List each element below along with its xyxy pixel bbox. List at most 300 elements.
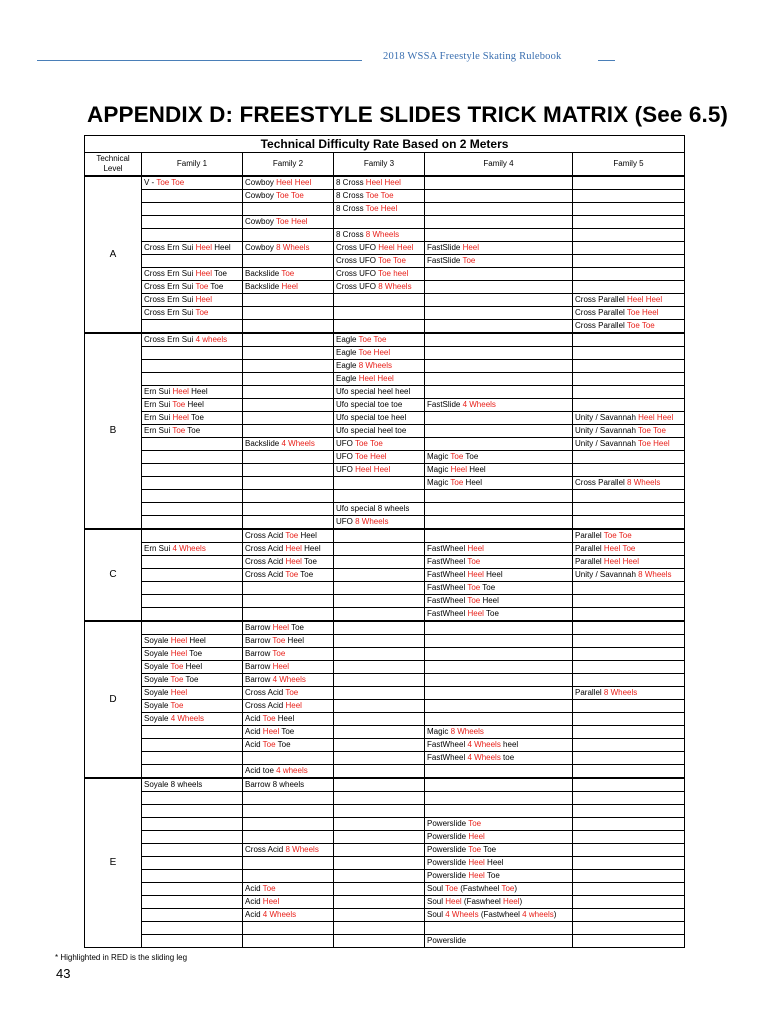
trick-cell-family-4 xyxy=(425,386,573,399)
trick-cell-family-4 xyxy=(425,883,573,896)
trick-cell-family-4 xyxy=(425,373,573,386)
trick-cell-family-5 xyxy=(573,490,685,503)
trick-text: Barrow xyxy=(245,649,273,658)
trick-cell-family-1 xyxy=(142,451,243,464)
table-row xyxy=(85,176,685,190)
trick-cell-family-5 xyxy=(573,190,685,203)
trick-cell-family-3 xyxy=(334,333,425,347)
sliding-leg-text: Heel Heel xyxy=(378,243,414,252)
trick-cell-family-2 xyxy=(243,216,334,229)
sliding-leg-text: Toe Toe xyxy=(378,256,406,265)
sliding-leg-text: Toe xyxy=(272,636,286,645)
trick-text: Unity / Savannah xyxy=(575,439,639,448)
trick-cell-family-3 xyxy=(334,935,425,948)
trick-cell-family-4 xyxy=(425,190,573,203)
sliding-leg-text: Heel Heel xyxy=(358,374,394,383)
sliding-leg-text: 8 Wheels xyxy=(355,517,389,526)
trick-cell-family-5 xyxy=(573,268,685,281)
sliding-leg-text: Heel xyxy=(172,387,189,396)
sliding-leg-text: Heel Heel xyxy=(627,295,663,304)
sliding-leg-text: Heel Heel xyxy=(276,178,312,187)
sliding-leg-text: Toe xyxy=(170,701,184,710)
page-title: APPENDIX D: FREESTYLE SLIDES TRICK MATRIX (See 6.5) xyxy=(87,102,729,127)
trick-cell-family-3 xyxy=(334,255,425,268)
sliding-leg-text: Toe xyxy=(262,714,276,723)
trick-cell-family-3 xyxy=(334,268,425,281)
trick-matrix-table xyxy=(84,135,685,948)
trick-cell-family-4 xyxy=(425,752,573,765)
trick-cell-family-5 xyxy=(573,935,685,948)
trick-text: Heel xyxy=(187,636,206,645)
trick-text: Ern Sui xyxy=(144,413,173,422)
trick-cell-family-3 xyxy=(334,490,425,503)
trick-cell-family-2 xyxy=(243,687,334,700)
trick-cell-family-1 xyxy=(142,883,243,896)
trick-cell-family-5 xyxy=(573,569,685,582)
trick-cell-family-5 xyxy=(573,726,685,739)
trick-cell-family-5 xyxy=(573,294,685,307)
trick-cell-family-5 xyxy=(573,922,685,935)
trick-text: Barrow xyxy=(245,675,273,684)
trick-cell-family-2 xyxy=(243,896,334,909)
trick-cell-family-1 xyxy=(142,857,243,870)
trick-cell-family-4 xyxy=(425,360,573,373)
sliding-leg-text: 4 Wheels xyxy=(272,675,306,684)
trick-cell-family-3 xyxy=(334,909,425,922)
trick-cell-family-2 xyxy=(243,320,334,334)
trick-cell-family-2 xyxy=(243,190,334,203)
trick-text: Ufo special toe toe xyxy=(336,400,403,409)
table-row xyxy=(85,255,685,268)
trick-cell-family-4 xyxy=(425,896,573,909)
trick-cell-family-1 xyxy=(142,490,243,503)
sliding-leg-text: Toe Heel xyxy=(365,204,398,213)
table-row xyxy=(85,870,685,883)
trick-cell-family-1 xyxy=(142,635,243,648)
sliding-leg-text: Toe xyxy=(170,675,184,684)
trick-text: Heel xyxy=(185,400,204,409)
trick-text: (Fastwheel xyxy=(478,910,523,919)
trick-text: Toe xyxy=(187,649,203,658)
trick-cell-family-4 xyxy=(425,503,573,516)
sliding-leg-text: Toe Toe xyxy=(626,321,655,330)
trick-cell-family-2 xyxy=(243,857,334,870)
trick-cell-family-4 xyxy=(425,516,573,530)
trick-cell-family-2 xyxy=(243,386,334,399)
technical-level-cell: B xyxy=(85,333,142,529)
trick-cell-family-4 xyxy=(425,608,573,622)
trick-cell-family-1 xyxy=(142,216,243,229)
trick-text: UFO xyxy=(336,452,355,461)
trick-text: Cross Acid xyxy=(245,688,286,697)
trick-cell-family-5 xyxy=(573,556,685,569)
trick-text: 8 Cross xyxy=(336,178,366,187)
trick-text: Eagle xyxy=(336,335,359,344)
sliding-leg-text: Toe xyxy=(462,256,476,265)
trick-text: Acid xyxy=(245,897,263,906)
sliding-leg-text: 8 Wheels xyxy=(603,688,638,697)
trick-text: Ufo special heel toe xyxy=(336,426,407,435)
trick-text: Barrow 8 wheels xyxy=(245,780,305,789)
trick-cell-family-4 xyxy=(425,281,573,294)
table-row xyxy=(85,831,685,844)
trick-cell-family-3 xyxy=(334,477,425,490)
trick-cell-family-5 xyxy=(573,477,685,490)
trick-cell-family-3 xyxy=(334,425,425,438)
trick-cell-family-2 xyxy=(243,726,334,739)
trick-text: Ern Sui xyxy=(144,400,173,409)
trick-text: Toe xyxy=(481,845,497,854)
trick-cell-family-4 xyxy=(425,438,573,451)
sliding-leg-text: Toe xyxy=(468,819,482,828)
trick-cell-family-1 xyxy=(142,399,243,412)
trick-cell-family-2 xyxy=(243,648,334,661)
trick-text: Ern Sui xyxy=(144,426,173,435)
trick-cell-family-4 xyxy=(425,661,573,674)
trick-text: Magic xyxy=(427,478,451,487)
trick-text: Soul xyxy=(427,910,446,919)
sliding-leg-text: Heel Toe xyxy=(603,544,636,553)
trick-cell-family-4 xyxy=(425,922,573,935)
sliding-leg-text: Toe xyxy=(281,269,295,278)
table-row xyxy=(85,661,685,674)
trick-cell-family-1 xyxy=(142,438,243,451)
trick-cell-family-3 xyxy=(334,229,425,242)
trick-cell-family-4 xyxy=(425,805,573,818)
trick-cell-family-4 xyxy=(425,543,573,556)
trick-cell-family-5 xyxy=(573,870,685,883)
sliding-leg-text: Heel Heel xyxy=(603,557,640,566)
trick-cell-family-3 xyxy=(334,922,425,935)
table-row xyxy=(85,373,685,386)
trick-cell-family-5 xyxy=(573,818,685,831)
trick-cell-family-2 xyxy=(243,373,334,386)
table-row xyxy=(85,464,685,477)
trick-text: Cross Acid xyxy=(245,701,286,710)
trick-cell-family-1 xyxy=(142,477,243,490)
trick-cell-family-5 xyxy=(573,909,685,922)
trick-cell-family-5 xyxy=(573,765,685,779)
trick-cell-family-5 xyxy=(573,176,685,190)
trick-cell-family-2 xyxy=(243,661,334,674)
trick-text: Soyale xyxy=(144,714,171,723)
sliding-leg-text: Heel Heel xyxy=(365,178,401,187)
trick-cell-family-2 xyxy=(243,635,334,648)
trick-text: Cross Parallel xyxy=(575,478,628,487)
table-row xyxy=(85,490,685,503)
trick-cell-family-1 xyxy=(142,648,243,661)
trick-text: Barrow xyxy=(245,662,273,671)
sliding-leg-text: Heel xyxy=(445,897,462,906)
sliding-leg-text: Toe xyxy=(195,282,209,291)
trick-text: Cross UFO xyxy=(336,256,379,265)
trick-text: Toe xyxy=(298,570,314,579)
trick-text: Cross UFO xyxy=(336,282,379,291)
trick-cell-family-3 xyxy=(334,844,425,857)
trick-cell-family-5 xyxy=(573,713,685,726)
sliding-leg-text: Heel xyxy=(272,662,290,671)
trick-cell-family-1 xyxy=(142,896,243,909)
trick-cell-family-5 xyxy=(573,674,685,687)
trick-text: Toe xyxy=(279,727,295,736)
trick-cell-family-3 xyxy=(334,778,425,792)
sliding-leg-text: Toe xyxy=(285,570,299,579)
trick-text: (Fastwheel xyxy=(458,884,502,893)
trick-text: Cross Acid xyxy=(245,845,286,854)
sliding-leg-text: Heel xyxy=(262,897,280,906)
trick-cell-family-4 xyxy=(425,216,573,229)
trick-cell-family-1 xyxy=(142,556,243,569)
trick-cell-family-1 xyxy=(142,543,243,556)
trick-cell-family-3 xyxy=(334,818,425,831)
table-row xyxy=(85,569,685,582)
trick-cell-family-5 xyxy=(573,320,685,334)
trick-text: Powerslide xyxy=(427,871,469,880)
trick-text: Unity / Savannah xyxy=(575,570,639,579)
trick-cell-family-1 xyxy=(142,608,243,622)
sliding-leg-text: Heel xyxy=(468,832,485,841)
trick-cell-family-3 xyxy=(334,569,425,582)
sliding-leg-text: 8 Wheels xyxy=(276,243,310,252)
sliding-leg-text: 4 Wheels xyxy=(462,400,496,409)
table-row xyxy=(85,935,685,948)
sliding-leg-text: Heel xyxy=(272,623,290,632)
sliding-leg-text: Toe Toe xyxy=(354,439,383,448)
trick-text: Heel xyxy=(301,544,321,553)
table-row xyxy=(85,451,685,464)
sliding-leg-text: Heel Heel xyxy=(355,465,391,474)
table-row xyxy=(85,190,685,203)
trick-cell-family-4 xyxy=(425,778,573,792)
trick-cell-family-5 xyxy=(573,464,685,477)
trick-text: (Faswheel xyxy=(461,897,504,906)
trick-cell-family-5 xyxy=(573,516,685,530)
trick-text: Heel xyxy=(484,858,504,867)
footnote: * Highlighted in RED is the sliding leg xyxy=(55,953,188,962)
trick-cell-family-4 xyxy=(425,818,573,831)
trick-cell-family-3 xyxy=(334,700,425,713)
trick-cell-family-1 xyxy=(142,347,243,360)
trick-cell-family-5 xyxy=(573,543,685,556)
trick-text: Cross Ern Sui xyxy=(144,308,196,317)
trick-text: UFO xyxy=(336,439,355,448)
trick-text: Ern Sui xyxy=(144,387,173,396)
trick-text: Acid toe xyxy=(245,766,277,775)
sliding-leg-text: Toe Toe xyxy=(638,426,666,435)
trick-cell-family-3 xyxy=(334,438,425,451)
trick-cell-family-3 xyxy=(334,752,425,765)
trick-cell-family-1 xyxy=(142,412,243,425)
table-row xyxy=(85,608,685,622)
trick-cell-family-2 xyxy=(243,792,334,805)
trick-cell-family-2 xyxy=(243,360,334,373)
trick-cell-family-1 xyxy=(142,255,243,268)
sliding-leg-text: Toe xyxy=(450,452,464,461)
trick-cell-family-4 xyxy=(425,425,573,438)
trick-cell-family-2 xyxy=(243,870,334,883)
trick-cell-family-4 xyxy=(425,451,573,464)
trick-cell-family-5 xyxy=(573,896,685,909)
trick-text: Parallel xyxy=(575,531,604,540)
table-row xyxy=(85,229,685,242)
trick-cell-family-4 xyxy=(425,347,573,360)
trick-cell-family-1 xyxy=(142,425,243,438)
trick-cell-family-1 xyxy=(142,818,243,831)
sliding-leg-text: Heel xyxy=(195,295,213,304)
table-row xyxy=(85,281,685,294)
trick-cell-family-3 xyxy=(334,176,425,190)
trick-cell-family-5 xyxy=(573,451,685,464)
trick-cell-family-2 xyxy=(243,805,334,818)
table-row xyxy=(85,844,685,857)
trick-cell-family-1 xyxy=(142,765,243,779)
sliding-leg-text: Heel xyxy=(170,649,188,658)
trick-cell-family-1 xyxy=(142,294,243,307)
trick-text: Heel xyxy=(480,596,499,605)
matrix-body xyxy=(85,176,685,948)
trick-cell-family-4 xyxy=(425,857,573,870)
trick-cell-family-2 xyxy=(243,268,334,281)
trick-cell-family-5 xyxy=(573,347,685,360)
trick-cell-family-2 xyxy=(243,294,334,307)
trick-cell-family-1 xyxy=(142,805,243,818)
sliding-leg-text: Heel xyxy=(281,282,298,291)
trick-cell-family-5 xyxy=(573,582,685,595)
trick-text: Toe xyxy=(480,583,496,592)
trick-cell-family-1 xyxy=(142,176,243,190)
trick-cell-family-1 xyxy=(142,190,243,203)
trick-cell-family-3 xyxy=(334,857,425,870)
trick-text: FastWheel xyxy=(427,609,468,618)
trick-cell-family-4 xyxy=(425,674,573,687)
trick-cell-family-4 xyxy=(425,307,573,320)
trick-cell-family-1 xyxy=(142,281,243,294)
sliding-leg-text: Toe xyxy=(468,845,482,854)
trick-cell-family-1 xyxy=(142,595,243,608)
trick-text: Ufo special heel heel xyxy=(336,387,411,396)
table-row xyxy=(85,635,685,648)
trick-cell-family-3 xyxy=(334,896,425,909)
trick-cell-family-2 xyxy=(243,281,334,294)
sliding-leg-text: 4 wheels xyxy=(276,766,308,775)
trick-text: FastWheel xyxy=(427,544,468,553)
trick-cell-family-2 xyxy=(243,569,334,582)
trick-text: Unity / Savannah xyxy=(575,413,639,422)
trick-cell-family-4 xyxy=(425,203,573,216)
table-row xyxy=(85,320,685,334)
sliding-leg-text: Toe xyxy=(445,884,458,893)
trick-cell-family-3 xyxy=(334,805,425,818)
trick-cell-family-1 xyxy=(142,713,243,726)
trick-cell-family-4 xyxy=(425,687,573,700)
sliding-leg-text: 8 Wheels xyxy=(450,727,484,736)
trick-cell-family-4 xyxy=(425,792,573,805)
trick-cell-family-5 xyxy=(573,883,685,896)
table-row xyxy=(85,216,685,229)
trick-cell-family-5 xyxy=(573,229,685,242)
trick-text: Toe xyxy=(183,675,199,684)
table-row xyxy=(85,242,685,255)
trick-cell-family-3 xyxy=(334,713,425,726)
trick-cell-family-3 xyxy=(334,556,425,569)
trick-cell-family-3 xyxy=(334,687,425,700)
sliding-leg-text: Toe xyxy=(467,596,481,605)
trick-cell-family-2 xyxy=(243,556,334,569)
sliding-leg-text: Toe xyxy=(450,478,464,487)
trick-text: Parallel xyxy=(575,688,604,697)
trick-cell-family-3 xyxy=(334,792,425,805)
trick-cell-family-5 xyxy=(573,386,685,399)
table-row xyxy=(85,909,685,922)
sliding-leg-text: Toe Toe xyxy=(365,191,394,200)
trick-cell-family-1 xyxy=(142,360,243,373)
trick-cell-family-2 xyxy=(243,425,334,438)
trick-cell-family-2 xyxy=(243,935,334,948)
trick-cell-family-1 xyxy=(142,792,243,805)
sliding-leg-text: Heel Heel xyxy=(638,413,674,422)
trick-cell-family-2 xyxy=(243,176,334,190)
trick-cell-family-3 xyxy=(334,451,425,464)
trick-cell-family-5 xyxy=(573,752,685,765)
trick-text: Cross Ern Sui xyxy=(144,282,196,291)
sliding-leg-text: Toe xyxy=(195,308,209,317)
sliding-leg-text: Toe xyxy=(285,531,299,540)
trick-cell-family-4 xyxy=(425,713,573,726)
trick-cell-family-1 xyxy=(142,739,243,752)
table-row xyxy=(85,726,685,739)
sliding-leg-text: Heel xyxy=(195,243,213,252)
trick-cell-family-2 xyxy=(243,713,334,726)
trick-cell-family-5 xyxy=(573,595,685,608)
trick-text: Toe xyxy=(483,609,499,618)
technical-level-cell: A xyxy=(85,176,142,333)
trick-text: Magic xyxy=(427,727,451,736)
trick-text: Powerslide xyxy=(427,845,469,854)
table-row xyxy=(85,713,685,726)
table-row xyxy=(85,752,685,765)
header-rule-left xyxy=(37,60,362,61)
sliding-leg-text: Toe Toe xyxy=(156,178,185,187)
trick-cell-family-1 xyxy=(142,503,243,516)
trick-cell-family-5 xyxy=(573,242,685,255)
table-row xyxy=(85,582,685,595)
trick-text: Magic xyxy=(427,452,451,461)
trick-cell-family-3 xyxy=(334,582,425,595)
sliding-leg-text: Toe xyxy=(262,884,276,893)
trick-cell-family-5 xyxy=(573,857,685,870)
table-row xyxy=(85,687,685,700)
trick-cell-family-2 xyxy=(243,752,334,765)
trick-text: 8 Cross xyxy=(336,204,366,213)
trick-cell-family-5 xyxy=(573,608,685,622)
table-row xyxy=(85,922,685,935)
trick-cell-family-3 xyxy=(334,360,425,373)
trick-cell-family-5 xyxy=(573,425,685,438)
table-row xyxy=(85,556,685,569)
trick-text: 8 Cross xyxy=(336,230,366,239)
trick-cell-family-3 xyxy=(334,412,425,425)
trick-cell-family-3 xyxy=(334,294,425,307)
trick-cell-family-5 xyxy=(573,831,685,844)
trick-cell-family-2 xyxy=(243,778,334,792)
table-row xyxy=(85,883,685,896)
table-row xyxy=(85,805,685,818)
sliding-leg-text: Toe heel xyxy=(378,269,409,278)
sliding-leg-text: 8 Wheels xyxy=(638,570,672,579)
sliding-leg-text: Heel xyxy=(503,897,520,906)
trick-text: 8 Cross xyxy=(336,191,366,200)
trick-text: Powerslide xyxy=(427,936,467,945)
